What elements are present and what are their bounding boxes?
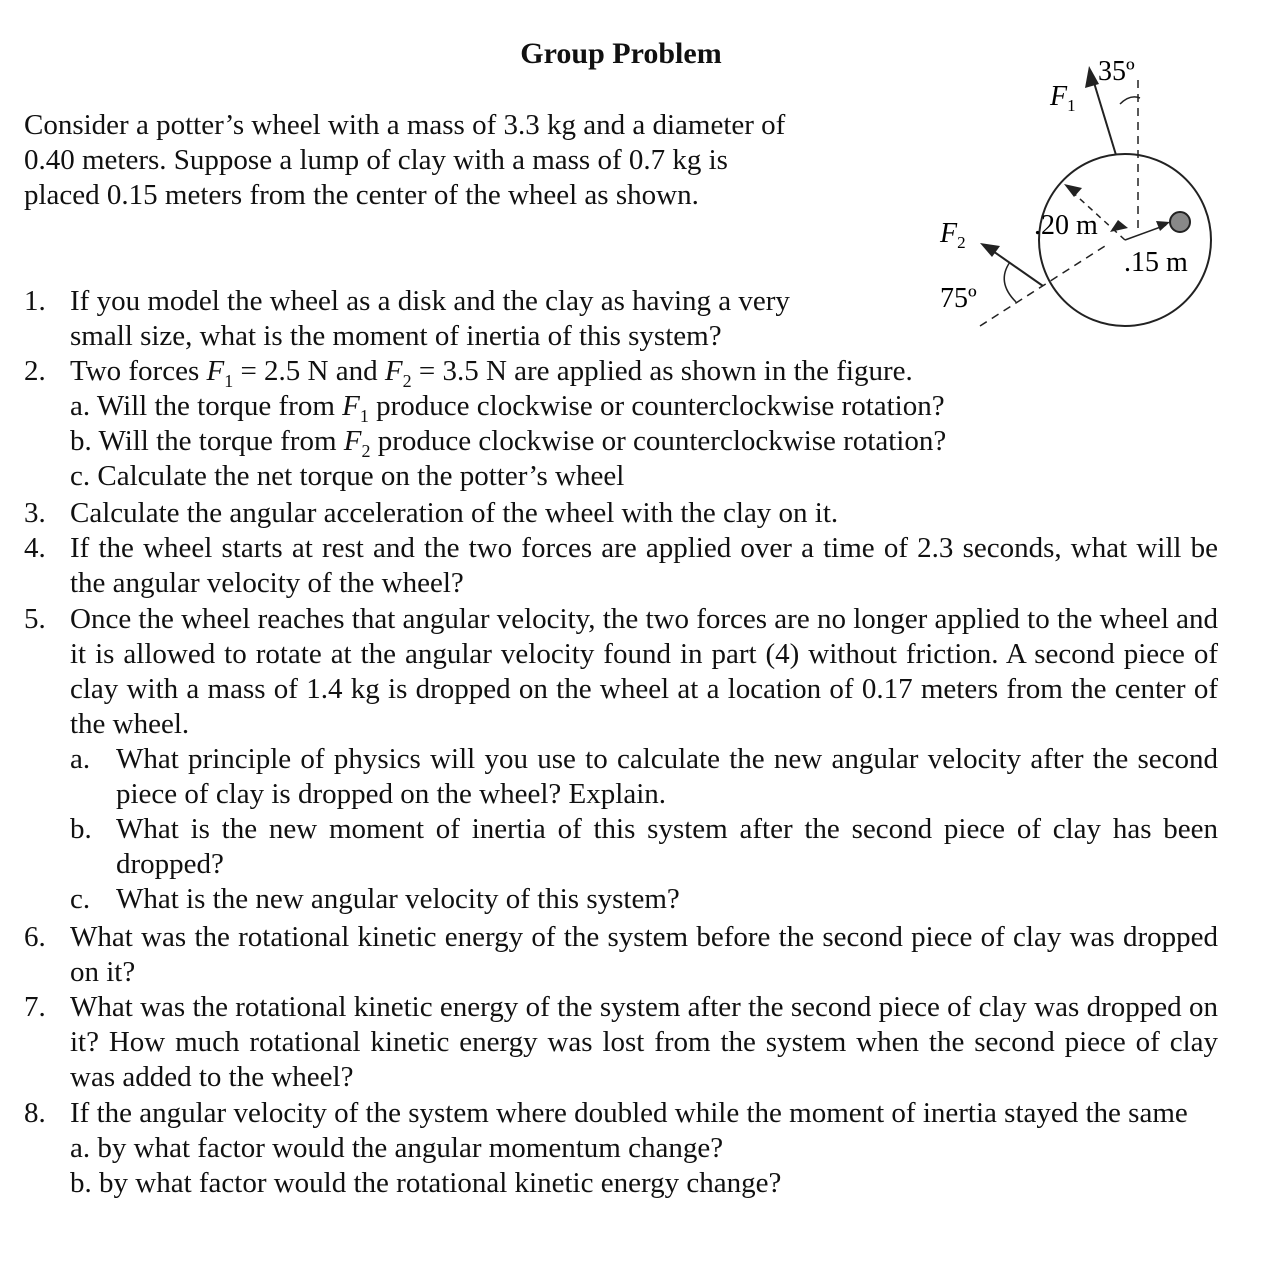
clay-lump [1170, 212, 1190, 232]
intro-line: placed 0.15 meters from the center of the wheel as shown. [24, 179, 699, 211]
f1-label: $F_1$ [1050, 81, 1076, 115]
question-5 [24, 602, 1218, 917]
question-1 [24, 284, 854, 354]
question-number: 7. [24, 991, 46, 1023]
radius-tip-arrowhead [1110, 220, 1128, 232]
question-3 [24, 496, 1218, 531]
subquestion-8b: b. by what factor would the rotational kinetic energy change? [70, 1167, 782, 1199]
page-title: Group Problem [520, 37, 722, 70]
question-4 [24, 531, 1218, 601]
question-text: Once the wheel reaches that angular velocity, the two forces are no longer applied to the wheel and it is allowed to rotate at the angular velocity found in part (4) without friction. A second piece of clay with a mass of 1.4 kg is dropped on the wheel at a location of 0.17 meters from the center of the wheel. [70, 603, 1218, 740]
question-text: If you model the wheel as a disk and the clay as having a very [70, 285, 790, 317]
clay-distance-label: .15 m [1124, 247, 1188, 278]
question-number: 6. [24, 921, 46, 953]
question-text: If the angular velocity of the system where doubled while the moment of inertia stayed the same [70, 1097, 1188, 1129]
intro-line: Consider a potter’s wheel with a mass of 3.3 kg and a diameter of [24, 109, 786, 141]
question-6 [24, 920, 1218, 990]
question-text: If the wheel starts at rest and the two forces are applied over a time of 2.3 seconds, what will be the angular velocity of the wheel? [70, 532, 1218, 599]
subquestion-5c: c. What is the new angular velocity of this system? [70, 883, 680, 915]
angle-75-label: 75º [940, 283, 977, 314]
question-text: Two forces $F_1 = 2.5$ N and $F_2 = 3.5$ N are applied as shown in the figure. [70, 355, 913, 391]
f2-label: $F_2$ [940, 218, 966, 252]
angle-35-label: 35º [1098, 56, 1135, 87]
subquestion-5b: b. What is the new moment of inertia of this system after the second piece of clay has been dropped? [70, 813, 1218, 880]
f1-force-line [1092, 76, 1116, 155]
question-text: What was the rotational kinetic energy of the system after the second piece of clay was dropped on it? How much rotational kinetic energy was lost from the system when the second piece of clay was added to the wheel? [70, 991, 1218, 1093]
question-7 [24, 990, 1218, 1095]
f1-arrowhead [1085, 66, 1099, 88]
question-number: 5. [24, 603, 46, 635]
question-number: 2. [24, 355, 46, 387]
question-number: 3. [24, 497, 46, 529]
question-number: 8. [24, 1097, 46, 1129]
question-text: What was the rotational kinetic energy of the system before the second piece of clay was dropped on it? [70, 921, 1218, 988]
question-number: 1. [24, 285, 46, 317]
question-2 [24, 354, 1218, 494]
question-number: 4. [24, 532, 46, 564]
radius-label: .20 m [1034, 210, 1098, 241]
radius-arrowhead [1064, 184, 1082, 197]
question-text: small size, what is the moment of inertia of this system? [70, 320, 722, 352]
subquestion-2b: b. Will the torque from $F_2$ produce clockwise or counterclockwise rotation? [70, 425, 947, 461]
angle-arc-35 [1120, 97, 1140, 104]
question-text: Calculate the angular acceleration of the wheel with the clay on it. [70, 497, 839, 529]
question-8 [24, 1096, 1218, 1201]
subquestion-5a: a. What principle of physics will you use to calculate the new angular velocity after the second piece of clay is dropped on the wheel? Explain. [70, 743, 1218, 810]
intro-line: 0.40 meters. Suppose a lump of clay with a mass of 0.7 kg is [24, 144, 728, 176]
subquestion-2c: c. Calculate the net torque on the potter’s wheel [70, 460, 625, 492]
subquestion-8a: a. by what factor would the angular momentum change? [70, 1132, 724, 1164]
clay-arrowhead [1156, 221, 1170, 231]
f2-force-line [990, 249, 1043, 286]
subquestion-2a: a. Will the torque from $F_1$ produce clockwise or counterclockwise rotation? [70, 390, 945, 426]
angle-arc-75 [1004, 262, 1016, 302]
